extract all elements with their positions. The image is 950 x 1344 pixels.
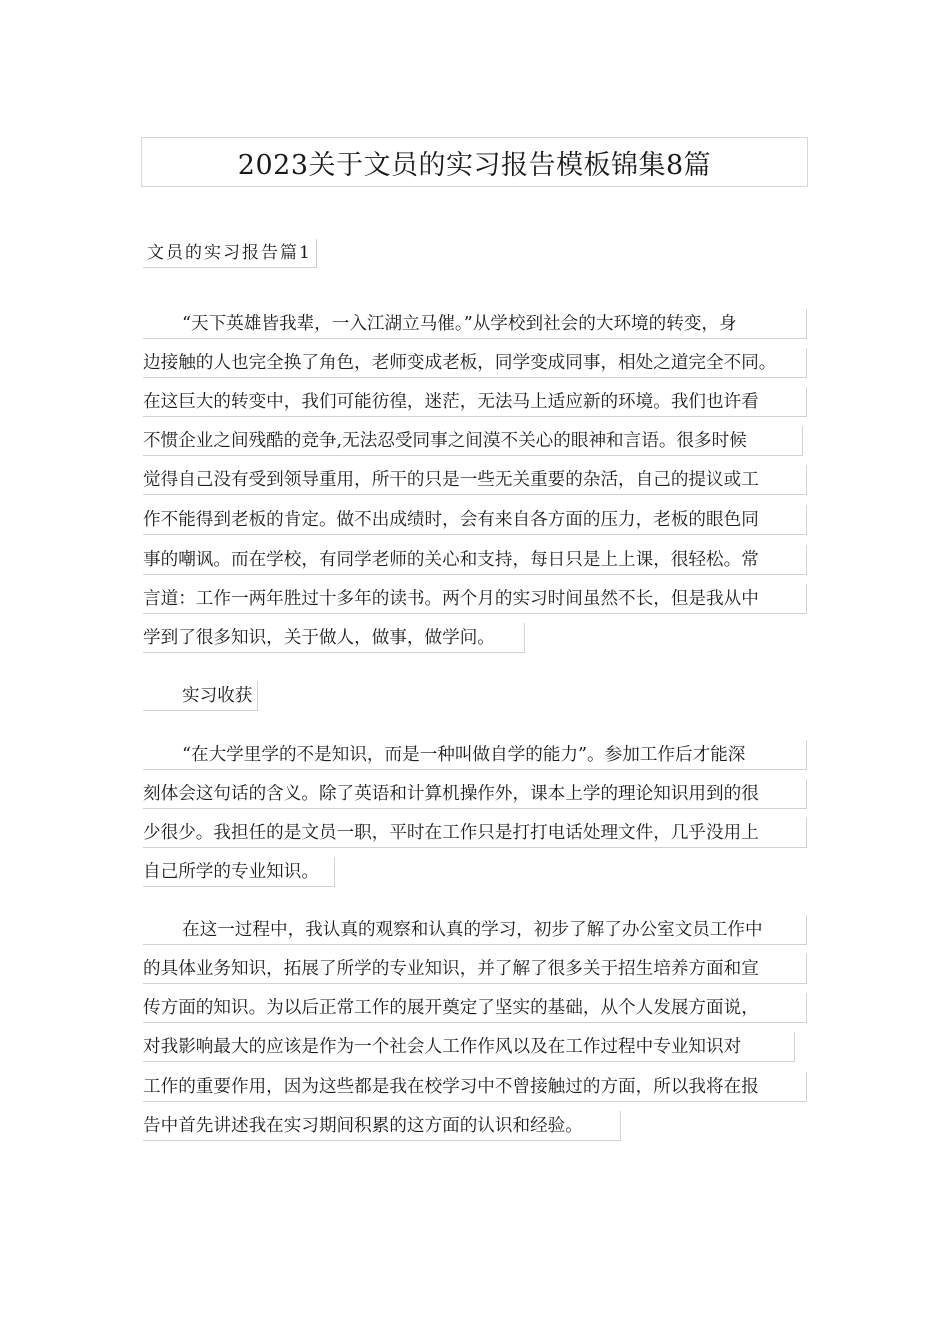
paragraph-3-line: 在这一过程中，我认真的观察和认真的学习，初步了解了办公室文员工作中 [143,915,807,945]
paragraph-3-line: 工作的重要作用，因为这些都是我在校学习中不曾接触过的方面，所以我将在报 [143,1072,807,1102]
subheading: 实习收获 [143,681,258,711]
paragraph-3-line: 的具体业务知识，拓展了所学的专业知识，并了解了很多关于招生培养方面和宣 [143,954,807,984]
paragraph-3-line: 对我影响最大的应该是作为一个社会人工作作风以及在工作过程中专业知识对 [143,1032,795,1062]
paragraph-2-line: 少很少。我担任的是文员一职，平时在工作只是打打电话处理文件，几乎没用上 [143,818,807,848]
paragraph-1-line: 学到了很多知识，关于做人，做事，做学问。 [143,623,525,653]
paragraph-1-line: 在这巨大的转变中，我们可能彷徨，迷茫，无法马上适应新的环境。我们也许看 [143,387,807,417]
paragraph-3-line: 告中首先讲述我在实习期间积累的这方面的认识和经验。 [143,1111,621,1141]
paragraph-1-line: 言道：工作一两年胜过十多年的读书。两个月的实习时间虽然不长，但是我从中 [143,584,807,614]
paragraph-1-line: 边接触的人也完全换了角色，老师变成老板，同学变成同事，相处之道完全不同。 [143,348,807,378]
paragraph-1-line: 不惯企业之间残酷的竞争,无法忍受同事之间漠不关心的眼神和言语。很多时候 [143,426,803,456]
paragraph-2-line: “在大学里学的不是知识，而是一种叫做自学的能力”。参加工作后才能深 [143,740,807,770]
paragraph-1-line: 觉得自己没有受到领导重用，所干的只是一些无关重要的杂活，自己的提议或工 [143,465,807,495]
paragraph-2-line: 自己所学的专业知识。 [143,857,335,887]
paragraph-2-line: 刻体会这句话的含义。除了英语和计算机操作外，课本上学的理论知识用到的很 [143,779,807,809]
paragraph-3-line: 传方面的知识。为以后正常工作的展开奠定了坚实的基础，从个人发展方面说， [143,993,807,1023]
paragraph-1-line: 事的嘲讽。而在学校，有同学老师的关心和支持，每日只是上上课，很轻松。常 [143,545,807,575]
section-heading: 文员的实习报告篇1 [143,239,317,268]
paragraph-1-line: “天下英雄皆我辈，一入江湖立马催。”从学校到社会的大环境的转变，身 [143,309,807,339]
paragraph-1-line: 作不能得到老板的肯定。做不出成绩时，会有来自各方面的压力，老板的眼色同 [143,505,807,535]
document-title: 2023关于文员的实习报告模板锦集8篇 [141,137,808,187]
